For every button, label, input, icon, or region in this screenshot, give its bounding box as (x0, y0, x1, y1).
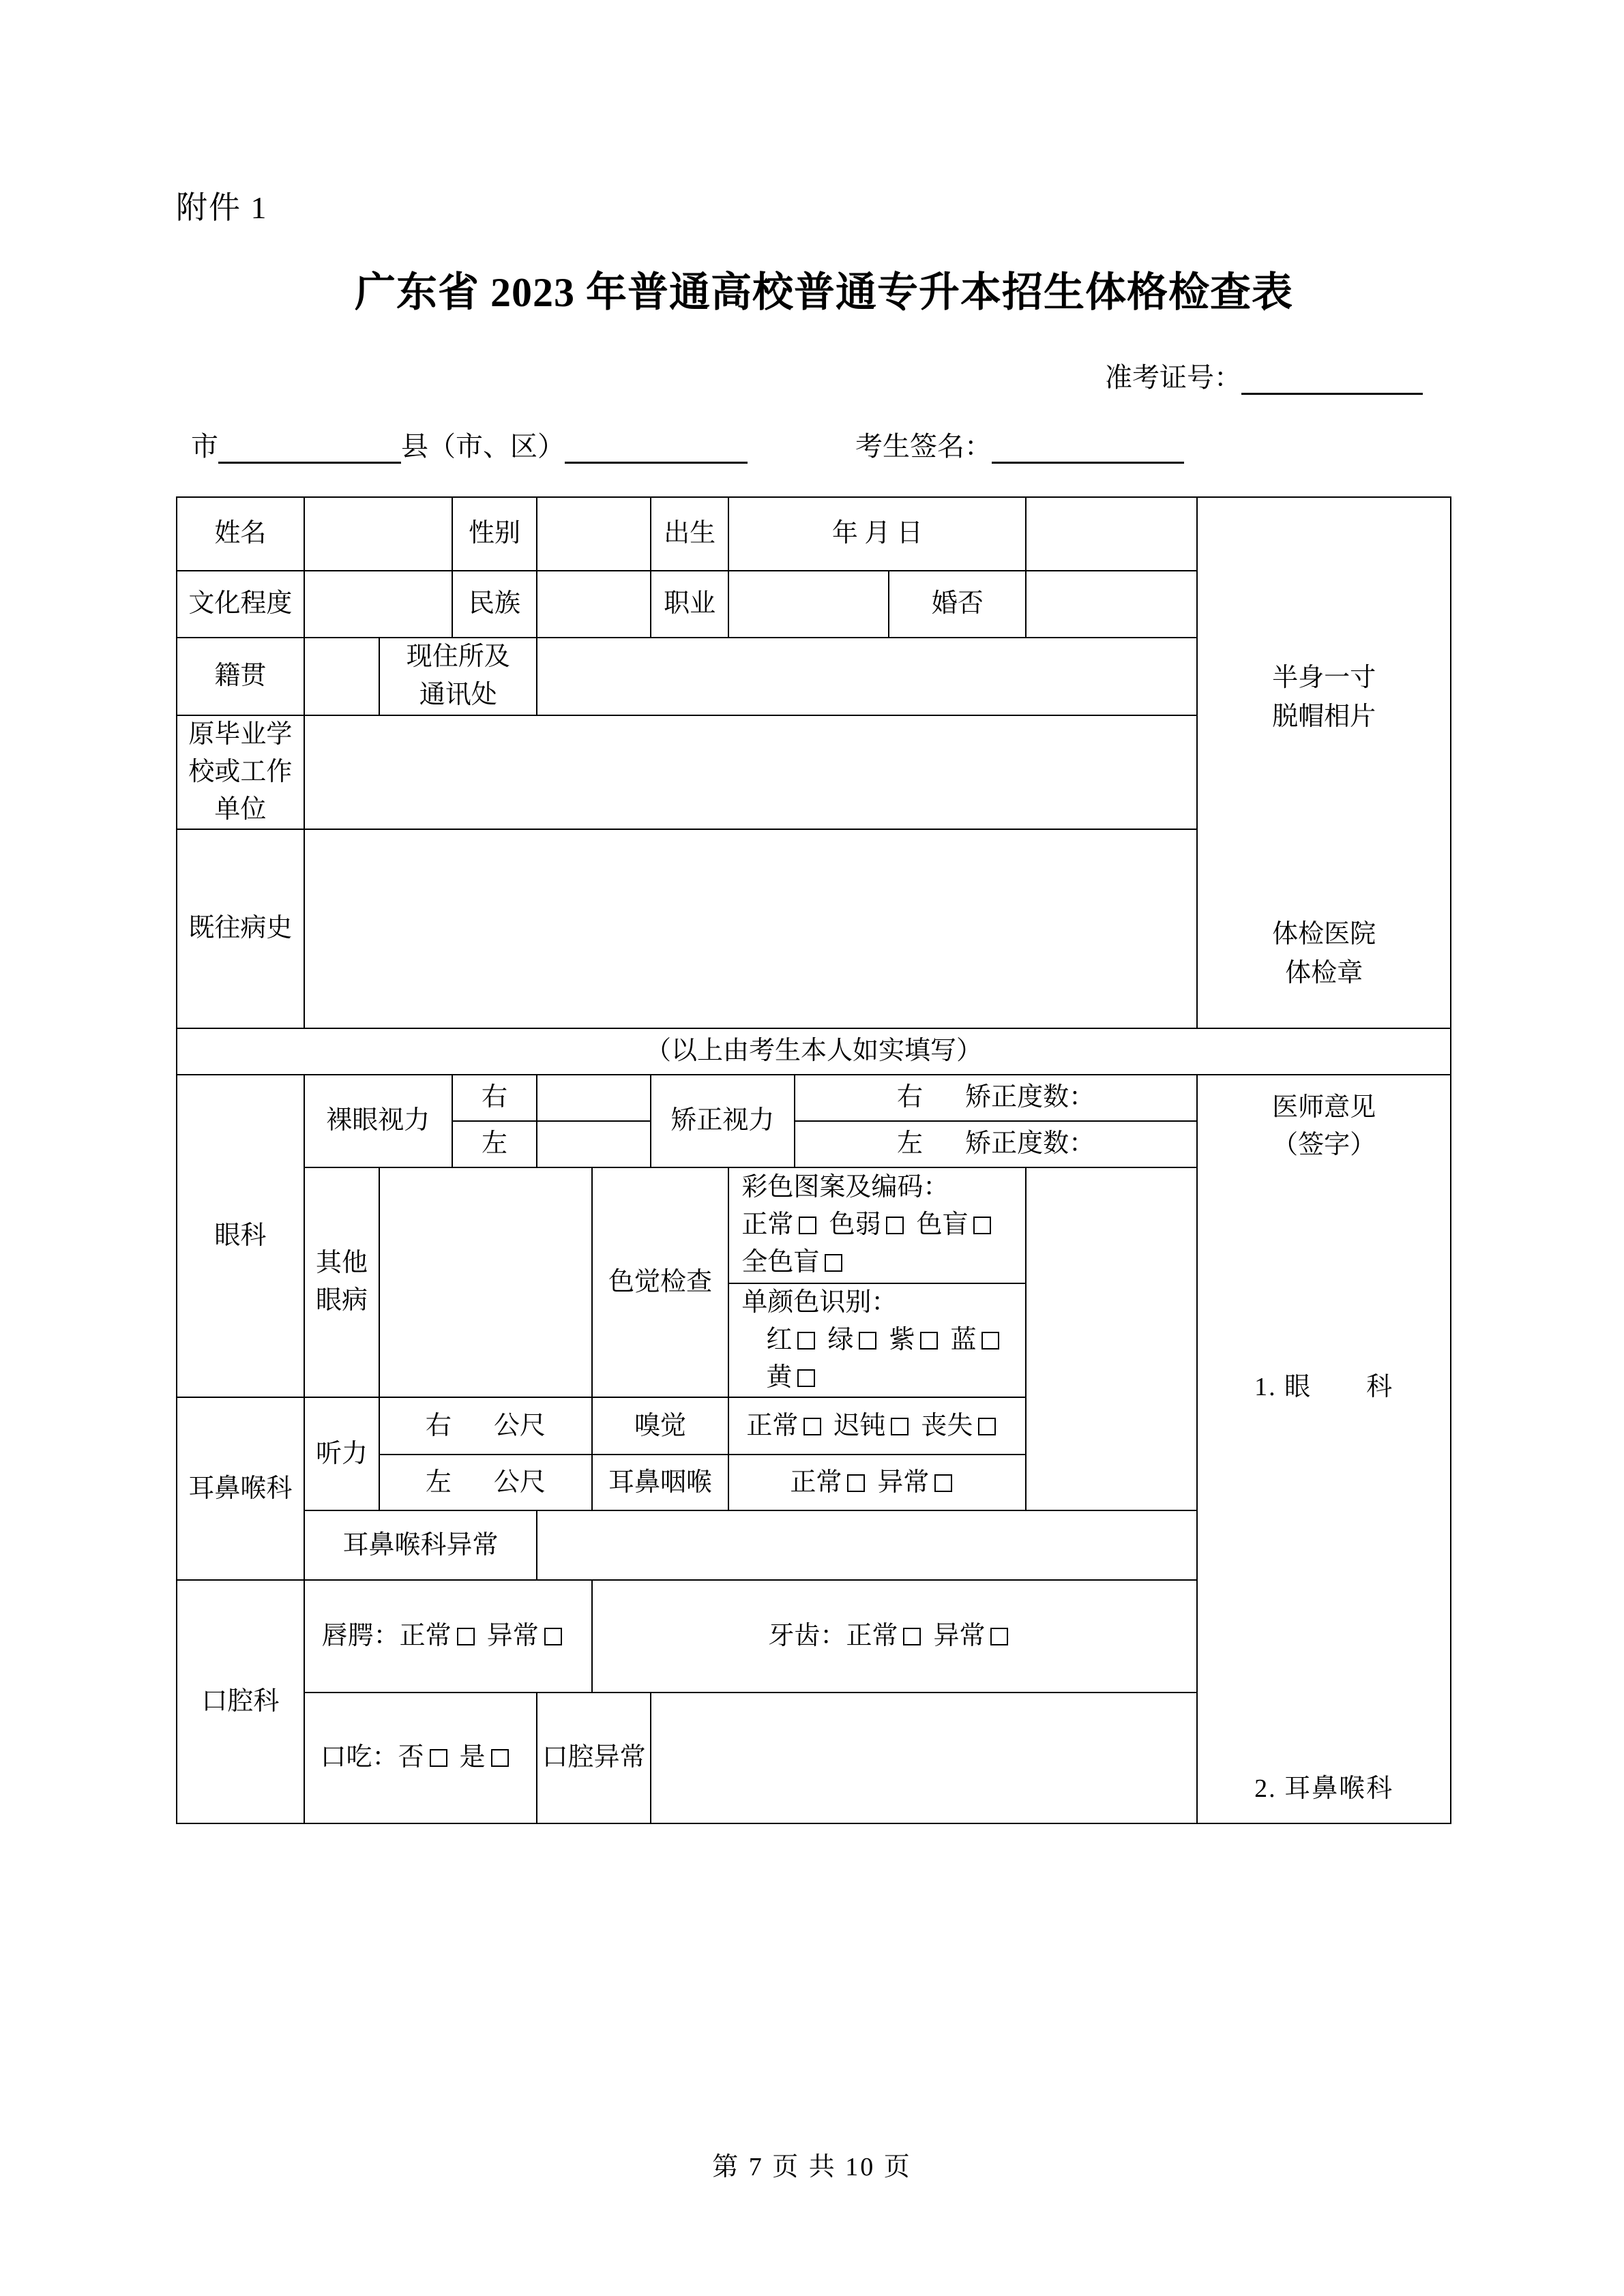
signature-label: 考生签名： (855, 430, 992, 462)
value-hearing-right[interactable] (379, 1397, 591, 1455)
color-option-total-blind[interactable] (741, 1244, 845, 1281)
label-occupation: 职业 (651, 571, 728, 638)
checkbox-lip-abnormal[interactable] (544, 1628, 562, 1645)
value-occupation[interactable] (728, 571, 889, 638)
label-oral-abnormal: 口腔异常 (537, 1693, 651, 1823)
ent-organs-normal[interactable] (790, 1464, 868, 1502)
label-name: 姓名 (177, 497, 304, 571)
checkbox-smell-dull[interactable] (891, 1418, 909, 1435)
single-color-green-label: 绿 (827, 1325, 854, 1354)
smell-normal-label: 正常 (746, 1411, 799, 1440)
single-color-red-label: 红 (766, 1325, 793, 1354)
label-gender: 性别 (452, 497, 537, 571)
table-row-name (177, 497, 1451, 571)
value-other-eye-disease[interactable] (379, 1167, 591, 1397)
checkbox-teeth-abnormal[interactable] (990, 1628, 1008, 1645)
checkbox-stutter-yes[interactable] (491, 1749, 509, 1767)
value-name[interactable] (304, 497, 452, 571)
doctor-opinion-line2: （签字） (1272, 1130, 1376, 1159)
county-label: 县（市、区） (401, 430, 565, 462)
teeth-abnormal[interactable] (933, 1617, 1011, 1655)
lip-palate-abnormal-label: 异常 (486, 1621, 539, 1650)
label-school-line1: 原毕业学 (188, 719, 293, 749)
signature-blank[interactable] (992, 462, 1184, 464)
label-other-eye-disease (304, 1167, 379, 1397)
checkbox-red[interactable] (797, 1332, 815, 1350)
label-ent-organs: 耳鼻咽喉 (592, 1455, 729, 1510)
label-color-vision: 色觉检查 (592, 1167, 729, 1397)
lip-palate-group (304, 1580, 592, 1693)
corrected-left-degree-label: 矫正度数： (965, 1129, 1095, 1159)
single-color-blue-label: 蓝 (950, 1325, 977, 1354)
checkbox-ent-normal[interactable] (847, 1474, 865, 1492)
city-label: 市 (191, 430, 218, 462)
value-naked-right[interactable] (537, 1075, 651, 1121)
checkbox-teeth-normal[interactable] (903, 1628, 921, 1645)
ent-organs-options (728, 1455, 1026, 1510)
doctor-opinion-line1: 医师意见 (1272, 1092, 1376, 1122)
photo-label-line1: 半身一寸 (1272, 664, 1376, 693)
single-color-yellow[interactable] (766, 1359, 818, 1397)
table-row-eye-right (177, 1075, 1451, 1121)
teeth-abnormal-label: 异常 (933, 1621, 986, 1650)
smell-normal[interactable] (746, 1407, 824, 1445)
checkbox-color-blind[interactable] (973, 1217, 991, 1234)
single-color-blue[interactable] (950, 1322, 1002, 1359)
value-corrected-left[interactable] (795, 1121, 1197, 1167)
single-color-purple[interactable] (889, 1322, 941, 1359)
label-marital: 婚否 (889, 571, 1026, 638)
admit-ticket-label: 准考证号： (1105, 361, 1241, 393)
section-label-ent: 耳鼻喉科 (177, 1397, 304, 1580)
color-option-total-blind-label: 全色盲 (741, 1248, 820, 1277)
teeth-label: 牙齿： (768, 1621, 846, 1650)
checkbox-color-weak[interactable] (886, 1217, 904, 1234)
checkbox-yellow[interactable] (797, 1369, 815, 1387)
region-signature-row (176, 425, 1451, 464)
declaration-text: （以上由考生本人如实填写） (177, 1028, 1451, 1075)
stutter-no-label: 否 (398, 1743, 424, 1772)
ent-organs-normal-label: 正常 (790, 1467, 842, 1497)
county-blank[interactable] (565, 462, 748, 464)
label-school-line2: 校或工作 (188, 757, 293, 786)
lip-palate-abnormal[interactable] (487, 1617, 565, 1655)
lip-palate-normal[interactable] (400, 1617, 477, 1655)
smell-options (728, 1397, 1026, 1455)
corrected-right-degree-label: 矫正度数： (965, 1083, 1095, 1112)
table-row-declaration (177, 1028, 1451, 1075)
checkbox-color-total-blind[interactable] (825, 1254, 842, 1272)
label-ent-abnormal: 耳鼻喉科异常 (304, 1510, 537, 1580)
value-gender[interactable] (537, 497, 651, 571)
checkbox-stutter-no[interactable] (430, 1749, 447, 1767)
hearing-right-unit: 公尺 (493, 1411, 546, 1440)
label-address-line2: 通讯处 (419, 680, 497, 709)
stutter-yes[interactable] (460, 1739, 512, 1776)
value-medical-history[interactable] (304, 829, 1198, 1028)
label-other-eye-disease-line2: 眼病 (316, 1286, 368, 1315)
hearing-left-label: 左 (425, 1467, 452, 1497)
stutter-no[interactable] (398, 1739, 450, 1776)
label-birth: 出生 (651, 497, 728, 571)
label-school-line3: 单位 (214, 794, 267, 824)
hospital-seal-line2: 体检章 (1285, 959, 1363, 988)
doctor-opinion-cell (1197, 1075, 1451, 1823)
label-corrected-vision: 矫正视力 (651, 1075, 795, 1167)
label-education: 文化程度 (177, 571, 304, 638)
value-ethnicity[interactable] (537, 571, 651, 638)
label-address (379, 638, 537, 715)
checkbox-blue[interactable] (981, 1332, 999, 1350)
stutter-label: 口吃： (320, 1743, 398, 1772)
color-option-weak-label: 色弱 (829, 1210, 881, 1240)
color-option-normal[interactable] (741, 1206, 819, 1244)
hospital-seal-line1: 体检医院 (1272, 920, 1376, 949)
checkbox-smell-lost[interactable] (978, 1418, 996, 1435)
value-school[interactable] (304, 715, 1198, 829)
stutter-yes-label: 是 (459, 1743, 486, 1772)
hearing-right-label: 右 (425, 1411, 452, 1440)
label-school (177, 715, 304, 829)
single-color-group (728, 1283, 1026, 1397)
color-option-blind[interactable] (916, 1206, 994, 1244)
page-footer: 第 7 页 共 10 页 (712, 2153, 912, 2181)
ent-organs-abnormal[interactable] (877, 1464, 955, 1502)
checkbox-smell-normal[interactable] (803, 1418, 821, 1435)
value-ent-abnormal[interactable] (537, 1510, 1197, 1580)
lip-palate-normal-label: 正常 (399, 1621, 452, 1650)
single-color-label: 单颜色识别： (741, 1287, 898, 1317)
section-label-eye: 眼科 (177, 1075, 304, 1397)
value-address[interactable] (537, 638, 1197, 715)
checkbox-color-normal[interactable] (799, 1217, 816, 1234)
single-color-yellow-label: 黄 (766, 1362, 793, 1392)
label-medical-history: 既往病史 (177, 829, 304, 1028)
label-native-place: 籍贯 (177, 638, 304, 715)
label-hearing: 听力 (304, 1397, 379, 1510)
corrected-right-label: 右 (897, 1083, 924, 1112)
doctor-item-ent: 2. 耳鼻喉科 (1254, 1774, 1394, 1803)
hearing-left-unit: 公尺 (493, 1467, 546, 1497)
single-color-green[interactable] (827, 1322, 879, 1359)
checkbox-purple[interactable] (920, 1332, 938, 1350)
stutter-group (304, 1693, 537, 1823)
label-smell: 嗅觉 (592, 1397, 729, 1455)
document-sheet (176, 0, 1451, 1824)
photo-label-line2: 脱帽相片 (1272, 702, 1376, 732)
label-other-eye-disease-line1: 其他 (316, 1249, 368, 1278)
physical-exam-table (176, 496, 1451, 1824)
color-option-normal-label: 正常 (741, 1210, 794, 1240)
label-ethnicity: 民族 (452, 571, 537, 638)
teeth-group (592, 1580, 1198, 1693)
color-pattern-group (728, 1167, 1026, 1283)
city-blank[interactable] (218, 462, 401, 464)
page-title: 广东省 2023 年普通高校普通专升本招生体格检查表 (355, 269, 1293, 315)
single-color-purple-label: 紫 (889, 1325, 915, 1354)
color-option-weak[interactable] (829, 1206, 906, 1244)
checkbox-green[interactable] (859, 1332, 876, 1350)
value-corrected-right[interactable] (795, 1075, 1197, 1121)
single-color-red[interactable] (766, 1322, 818, 1359)
teeth-normal[interactable] (846, 1617, 924, 1655)
value-hearing-left[interactable] (379, 1455, 591, 1510)
doctor-item-eye: 1. 眼 科 (1254, 1372, 1394, 1401)
smell-dull-label: 迟钝 (833, 1411, 886, 1440)
teeth-normal-label: 正常 (846, 1621, 898, 1650)
color-pattern-options (729, 1206, 1025, 1281)
attachment-label: 附件 1 (176, 190, 268, 225)
smell-lost-label: 丧失 (921, 1411, 973, 1440)
admit-ticket-blank[interactable] (1241, 393, 1423, 395)
color-option-blind-label: 色盲 (916, 1210, 969, 1240)
lip-palate-label: 唇腭： (321, 1621, 400, 1650)
label-address-line1: 现住所及 (406, 642, 510, 672)
value-marital[interactable] (1026, 571, 1197, 638)
value-birth-extra[interactable] (1026, 497, 1197, 571)
corrected-left-label: 左 (897, 1129, 924, 1159)
ent-organs-abnormal-label: 异常 (877, 1467, 930, 1497)
photo-and-seal-cell (1197, 497, 1451, 1028)
value-education[interactable] (304, 571, 452, 638)
checkbox-lip-normal[interactable] (457, 1628, 475, 1645)
value-birth[interactable]: 年 月 日 (728, 497, 1026, 571)
single-color-options (729, 1322, 1025, 1397)
smell-dull[interactable] (833, 1407, 911, 1445)
admit-ticket-row (176, 356, 1451, 395)
label-naked-vision: 裸眼视力 (304, 1075, 452, 1167)
color-pattern-label: 彩色图案及编码： (741, 1173, 949, 1202)
value-oral-abnormal[interactable] (651, 1693, 1197, 1823)
smell-lost[interactable] (921, 1407, 999, 1445)
label-naked-left: 左 (452, 1121, 537, 1167)
section-label-oral: 口腔科 (177, 1580, 304, 1823)
checkbox-ent-abnormal[interactable] (934, 1474, 952, 1492)
label-naked-right: 右 (452, 1075, 537, 1121)
value-native-place[interactable] (304, 638, 379, 715)
value-naked-left[interactable] (537, 1121, 651, 1167)
